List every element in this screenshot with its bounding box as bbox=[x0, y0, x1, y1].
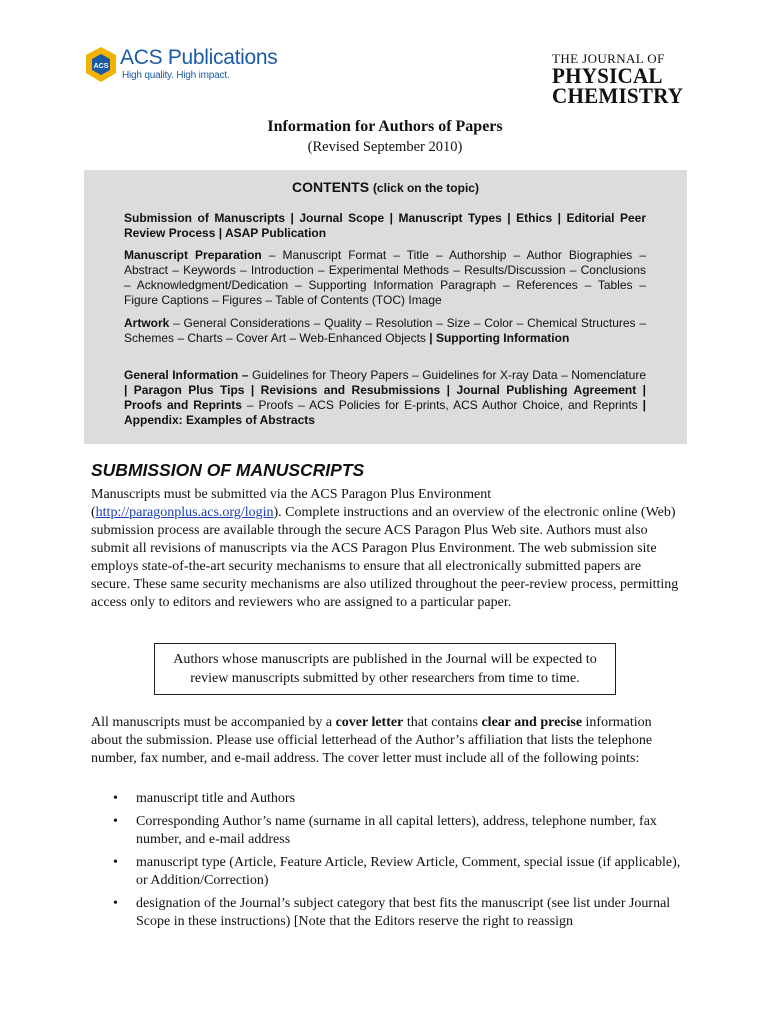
list-item: • manuscript type (Article, Feature Article, Review Article, Comment, special issue (if applicable), or Addition/Correction) bbox=[91, 854, 691, 890]
para2-bold-1: cover letter bbox=[335, 715, 404, 730]
document-subtitle: (Revised September 2010) bbox=[307, 139, 463, 155]
contents-p3-bold-end[interactable]: | Supporting Information bbox=[429, 331, 570, 345]
contents-p4-bold3[interactable]: | Appendix: Examples of Abstracts bbox=[124, 398, 647, 427]
para2-c: information about the submission. Please use official letterhead of the Author’s affiliation that lists the telephone number, fax number, and e-mail address. The cover letter must include all of the following points: bbox=[91, 715, 653, 766]
svg-text:ACS: ACS bbox=[93, 63, 109, 70]
publisher-name: ACS Publications bbox=[120, 46, 278, 69]
contents-p4-text2[interactable]: – Proofs – ACS Policies for E-prints, ACS Author Choice, and Reprints bbox=[241, 398, 643, 412]
list-item: • manuscript title and Authors bbox=[91, 790, 691, 808]
reviewer-note-box: Authors whose manuscripts are published in the Journal will be expected to review manuscripts submitted by other researchers from time to time. bbox=[154, 643, 616, 695]
contents-p3-bold[interactable]: Artwork bbox=[124, 316, 170, 330]
acs-publications-logo bbox=[84, 46, 284, 90]
contents-topics-link[interactable] bbox=[124, 211, 646, 241]
submission-paragraph-1 bbox=[91, 486, 681, 612]
contents-p4-bold2[interactable]: | Paragon Plus Tips | Revisions and Resubmissions | Journal Publishing Agreement | Proofs and Reprints bbox=[124, 383, 646, 412]
contents-p4-bold[interactable]: General Information – bbox=[124, 368, 249, 382]
contents-p4-text[interactable]: Guidelines for Theory Papers – Guidelines for X-ray Data – Nomenclature bbox=[248, 368, 646, 382]
contents-general-info-link[interactable] bbox=[124, 368, 646, 428]
contents-note: (click on the topic) bbox=[372, 181, 479, 195]
section-heading: SUBMISSION OF MANUSCRIPTS bbox=[91, 460, 365, 480]
contents-artwork-link[interactable] bbox=[124, 316, 646, 346]
para2-a: All manuscripts must be accompanied by a bbox=[91, 715, 336, 730]
list-item: • Corresponding Author’s name (surname in all capital letters), address, telephone number, fax number, and e-mail address bbox=[91, 813, 691, 849]
journal-line-1: THE JOURNAL OF bbox=[552, 51, 665, 66]
journal-logo bbox=[552, 51, 684, 108]
list-item: • designation of the Journal’s subject category that best fits the manuscript (see list under Journal Scope in these instructions) [Note that the Editors reserve the right to reassign bbox=[91, 895, 691, 931]
journal-line-3: CHEMISTRY bbox=[552, 83, 684, 108]
acs-hexagon-logo-icon bbox=[84, 46, 118, 84]
contents-p2-text[interactable]: – Manuscript Format – Title – Authorship – Author Biographies – Abstract – Keywords – Introduction – Experimental Methods – Results/Discussion – Conclusions – Acknowledgment/Dedication – Supporting Information Paragraph – References – Tables – Figure Captions – Figures – Table of Contents (TOC) Image bbox=[124, 248, 646, 307]
contents-box bbox=[84, 170, 687, 444]
contents-p2-bold[interactable]: Manuscript Preparation bbox=[124, 248, 262, 262]
paragon-plus-link[interactable]: http://paragonplus.acs.org/login bbox=[95, 505, 274, 520]
contents-manuscript-preparation-link[interactable] bbox=[124, 248, 646, 308]
contents-p1-text[interactable]: Submission of Manuscripts | Journal Scope | Manuscript Types | Ethics | Editorial Peer Review Process | ASAP Publication bbox=[124, 211, 646, 240]
contents-heading bbox=[84, 179, 687, 195]
para1-start: Manuscripts must be submitted via the ACS Paragon Plus Environment ( bbox=[91, 487, 492, 520]
para2-b: that contains bbox=[403, 715, 482, 730]
publisher-tagline: High quality. High impact. bbox=[122, 70, 230, 81]
document-title: Information for Authors of Papers bbox=[267, 118, 503, 135]
contents-title: CONTENTS bbox=[292, 179, 370, 195]
submission-paragraph-2 bbox=[91, 714, 681, 768]
cover-letter-requirements-list bbox=[91, 790, 691, 936]
para2-bold-2: clear and precise bbox=[481, 715, 583, 730]
contents-p3-text[interactable]: – General Considerations – Quality – Resolution – Size – Color – Chemical Structures – Schemes – Charts – Cover Art – Web-Enhanced Objects bbox=[124, 316, 646, 345]
journal-line-2: PHYSICAL bbox=[552, 63, 663, 88]
para1-rest: ). Complete instructions and an overview of the electronic online (Web) submission process are available through the secure ACS Paragon Plus Web site. Authors must also submit all revisions of manuscripts via the ACS Paragon Plus Environment. The web submission site employs state-of-the-art security mechanisms to ensure that all electronically submitted papers are secure. These same security mechanisms are also utilized throughout the peer-review process, permitting access only to editors and reviewers who are assigned to a particular paper. bbox=[91, 505, 679, 610]
